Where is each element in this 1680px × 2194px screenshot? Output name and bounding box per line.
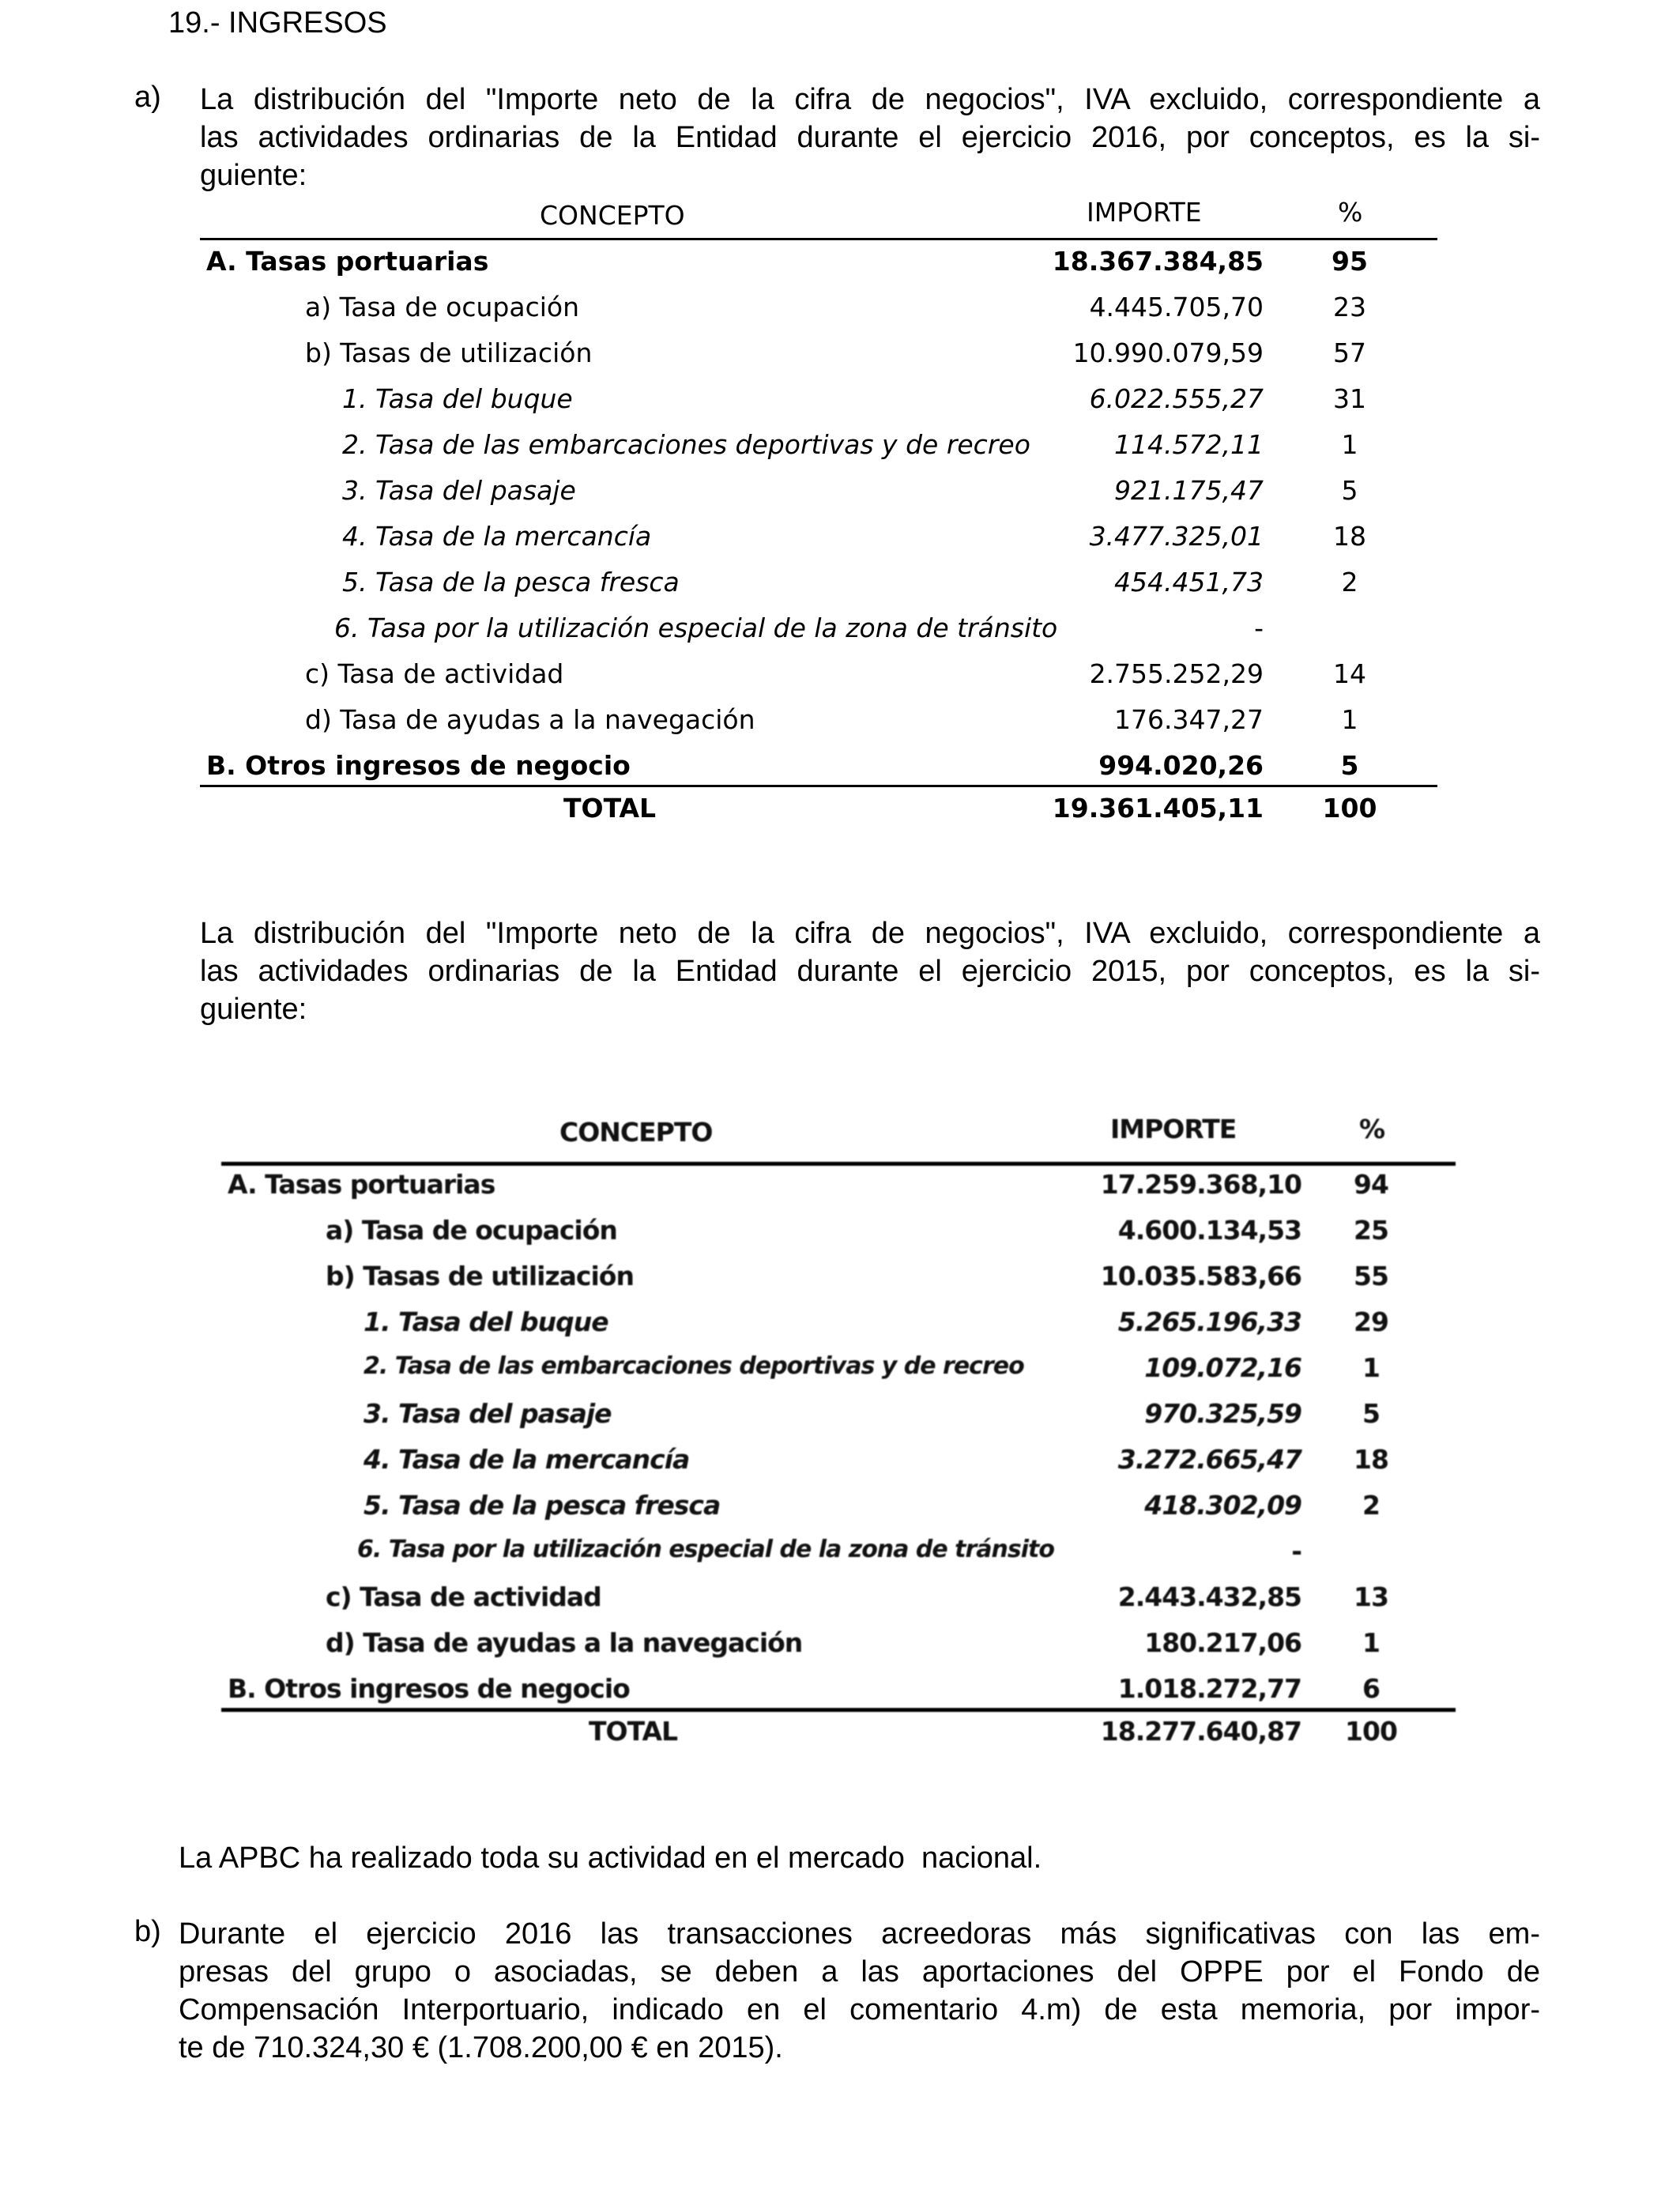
table-row: [200, 750, 1437, 796]
table-total-row: [200, 793, 1437, 839]
row-label: 1. Tasa del buque: [363, 1306, 608, 1337]
row-label: b) Tasas de utilización: [326, 1261, 634, 1291]
table-total-row: [221, 1716, 1456, 1762]
para-b-line: Compensación Interportuario, indicado en el comentario 4.m) de esta memoria, por impor-: [179, 1993, 1540, 2026]
section-heading: 19.- INGRESOS: [168, 6, 387, 40]
row-pct: 94: [1354, 1169, 1388, 1200]
table-row: [200, 475, 1437, 521]
row-label: c) Tasa de actividad: [326, 1581, 601, 1612]
row-label: 2. Tasa de las embarcaciones deportivas y de recreo: [342, 429, 1030, 460]
table-row: [221, 1261, 1456, 1306]
table-row: [200, 337, 1437, 383]
row-label: 3. Tasa del pasaje: [342, 475, 576, 506]
table-row: [221, 1352, 1456, 1398]
total-pct: 100: [1322, 793, 1377, 824]
row-amount: 4.600.134,53: [1117, 1215, 1301, 1246]
row-label: 4. Tasa de la mercancía: [363, 1444, 690, 1475]
table-row: [221, 1215, 1456, 1261]
row-amount: 114.572,11: [1114, 429, 1264, 460]
para-2015-line: La distribución del "Importe neto de la cifra de negocios", IVA excluido, correspondiente a: [200, 917, 1540, 950]
apbc-statement: La APBC ha realizado toda su actividad en el mercado nacional.: [179, 1842, 1042, 1875]
para-b-line: presas del grupo o asociadas, se deben a las aportaciones del OPPE por el Fondo de: [179, 1955, 1540, 1989]
row-amount: 180.217,06: [1144, 1627, 1301, 1658]
row-amount: 454.451,73: [1114, 567, 1264, 598]
row-label: b) Tasas de utilización: [305, 337, 593, 368]
row-amount: 994.020,26: [1098, 750, 1264, 781]
table-row: [221, 1536, 1456, 1581]
para-b-marker: b): [134, 1915, 161, 1948]
total-label: TOTAL: [563, 793, 657, 824]
row-pct: 95: [1332, 246, 1368, 277]
row-pct: 25: [1354, 1215, 1388, 1246]
table-row: [200, 383, 1437, 429]
row-pct: 5: [1340, 750, 1359, 781]
row-label: 5. Tasa de la pesca fresca: [363, 1490, 721, 1521]
row-amount: 418.302,09: [1144, 1490, 1301, 1521]
table-header-concept: CONCEPTO: [540, 200, 685, 231]
table-row: [221, 1398, 1456, 1444]
row-label: d) Tasa de ayudas a la navegación: [326, 1627, 803, 1658]
row-amount: -: [1254, 613, 1264, 643]
row-amount: 18.367.384,85: [1052, 246, 1264, 277]
row-label: A. Tasas portuarias: [228, 1169, 495, 1200]
table-rule: [200, 238, 1437, 240]
table-row: [221, 1444, 1456, 1490]
para-2015-line: las actividades ordinarias de la Entidad durante el ejercicio 2015, por conceptos, es la si-: [200, 955, 1540, 988]
row-pct: 6: [1362, 1673, 1380, 1704]
row-label: 1. Tasa del buque: [342, 383, 573, 414]
table-header-concept: CONCEPTO: [559, 1117, 713, 1148]
row-label: 2. Tasa de las embarcaciones deportivas y de recreo: [363, 1352, 1024, 1380]
table-row: [221, 1627, 1456, 1673]
row-pct: 29: [1354, 1306, 1388, 1337]
table-row: [200, 292, 1437, 337]
table-row: [221, 1306, 1456, 1352]
table-rule: [200, 785, 1437, 787]
row-label: 6. Tasa por la utilización especial de la zona de tránsito: [334, 613, 1058, 643]
table-row: [200, 246, 1437, 292]
row-pct: 2: [1341, 567, 1358, 598]
row-label: d) Tasa de ayudas a la navegación: [305, 704, 755, 735]
row-label: 5. Tasa de la pesca fresca: [342, 567, 680, 598]
row-pct: 57: [1333, 337, 1366, 368]
table-header-amount: IMPORTE: [1110, 1114, 1237, 1144]
total-amount: 18.277.640,87: [1100, 1716, 1301, 1747]
row-amount: 921.175,47: [1114, 475, 1264, 506]
total-pct: 100: [1345, 1716, 1397, 1747]
row-amount: 5.265.196,33: [1117, 1306, 1301, 1337]
row-amount: 1.018.272,77: [1117, 1673, 1301, 1704]
row-pct: 31: [1333, 383, 1366, 414]
row-amount: -: [1291, 1536, 1301, 1566]
row-pct: 14: [1333, 658, 1366, 689]
table-row: [221, 1169, 1456, 1215]
row-amount: 970.325,59: [1144, 1398, 1301, 1429]
table-header-pct: %: [1359, 1114, 1385, 1144]
table-row: [200, 658, 1437, 704]
row-amount: 176.347,27: [1114, 704, 1264, 735]
table-header-pct: %: [1338, 197, 1363, 228]
row-label: A. Tasas portuarias: [206, 246, 489, 277]
row-amount: 2.755.252,29: [1089, 658, 1264, 689]
row-amount: 10.035.583,66: [1100, 1261, 1301, 1291]
table-row: [221, 1673, 1456, 1719]
row-label: a) Tasa de ocupación: [305, 292, 579, 322]
row-pct: 1: [1362, 1352, 1380, 1383]
para-a-line: guiente:: [200, 159, 307, 192]
row-label: B. Otros ingresos de negocio: [228, 1673, 630, 1704]
row-amount: 10.990.079,59: [1072, 337, 1264, 368]
row-label: c) Tasa de actividad: [305, 658, 564, 689]
total-amount: 19.361.405,11: [1052, 793, 1264, 824]
table-row: [200, 613, 1437, 658]
table-rule: [221, 1162, 1456, 1166]
row-pct: 5: [1362, 1398, 1380, 1429]
row-pct: 13: [1354, 1581, 1388, 1612]
table-row: [200, 521, 1437, 567]
row-amount: 3.477.325,01: [1089, 521, 1264, 552]
table-row: [200, 567, 1437, 613]
row-pct: 5: [1341, 475, 1358, 506]
row-label: 3. Tasa del pasaje: [363, 1398, 612, 1429]
row-amount: 6.022.555,27: [1089, 383, 1264, 414]
para-b-line: Durante el ejercicio 2016 las transacciones acreedoras más significativas con las em-: [179, 1917, 1540, 1951]
table-2016: [200, 194, 1437, 826]
para-a-line: las actividades ordinarias de la Entidad durante el ejercicio 2016, por conceptos, es la si-: [200, 121, 1540, 154]
para-a-marker: a): [134, 81, 161, 114]
para-a: [200, 81, 1540, 194]
row-pct: 18: [1333, 521, 1366, 552]
row-pct: 2: [1362, 1490, 1380, 1521]
row-pct: 1: [1341, 704, 1358, 735]
row-pct: 23: [1333, 292, 1366, 322]
row-pct: 1: [1341, 429, 1358, 460]
table-row: [200, 429, 1437, 475]
table-row: [221, 1490, 1456, 1536]
row-pct: 18: [1354, 1444, 1388, 1475]
table-2015: [221, 1114, 1456, 1749]
para-2015: [200, 914, 1540, 1028]
row-pct: 55: [1354, 1261, 1388, 1291]
para-2015-line: guiente:: [200, 993, 307, 1026]
para-b-line: te de 710.324,30 € (1.708.200,00 € en 2015).: [179, 2031, 783, 2064]
table-header-amount: IMPORTE: [1087, 197, 1202, 228]
table-row: [221, 1581, 1456, 1627]
row-label: B. Otros ingresos de negocio: [206, 750, 631, 781]
row-amount: 2.443.432,85: [1117, 1581, 1301, 1612]
total-label: TOTAL: [589, 1716, 678, 1747]
row-label: 4. Tasa de la mercancía: [342, 521, 652, 552]
para-a-line: La distribución del "Importe neto de la cifra de negocios", IVA excluido, correspondiente a: [200, 83, 1540, 116]
row-amount: 17.259.368,10: [1100, 1169, 1301, 1200]
table-row: [200, 704, 1437, 750]
row-label: 6. Tasa por la utilización especial de la zona de tránsito: [357, 1536, 1054, 1563]
table-rule: [221, 1708, 1456, 1712]
row-amount: 109.072,16: [1144, 1352, 1301, 1383]
row-label: a) Tasa de ocupación: [326, 1215, 617, 1246]
row-pct: 1: [1362, 1627, 1380, 1658]
row-amount: 4.445.705,70: [1089, 292, 1264, 322]
row-amount: 3.272.665,47: [1117, 1444, 1301, 1475]
para-b: [179, 1915, 1540, 2067]
